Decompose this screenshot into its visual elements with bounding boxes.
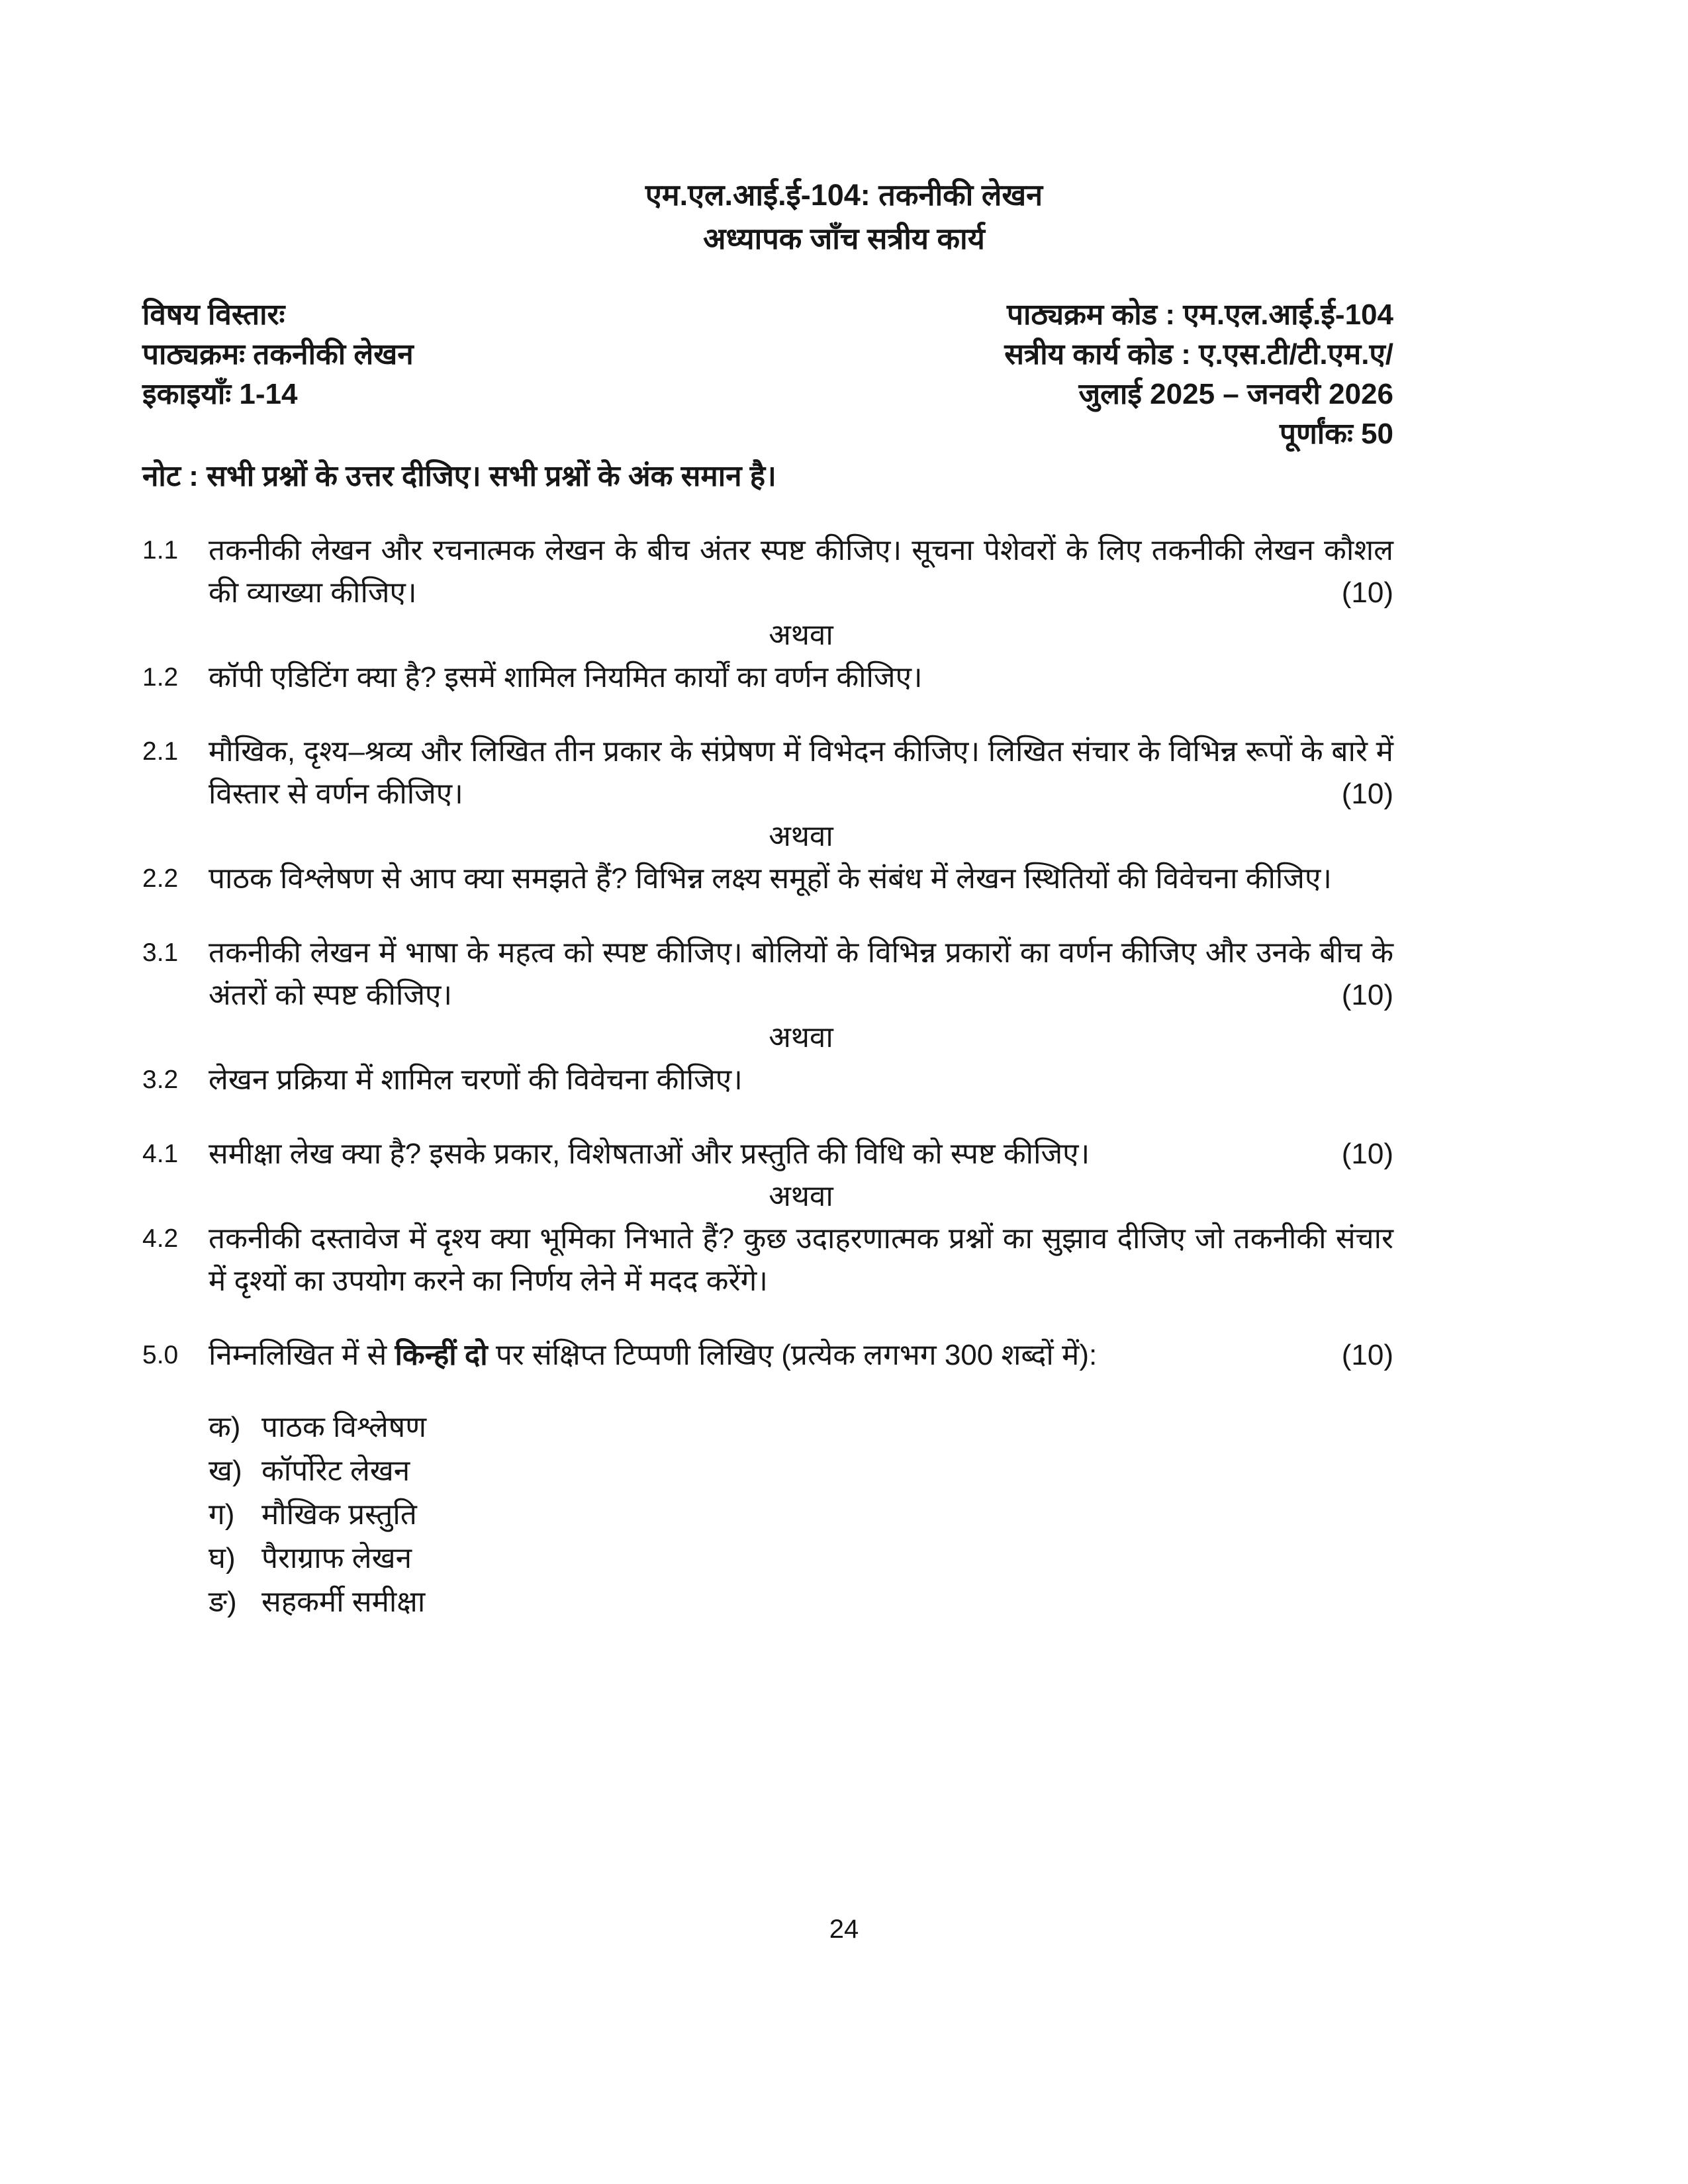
- question-number: 3.1: [142, 938, 179, 967]
- question-group-5: [142, 1334, 1393, 1624]
- question-number: 2.1: [142, 737, 179, 766]
- question-text: तकनीकी लेखन और रचनात्मक लेखन के बीच अंतर स्पष्ट कीजिए। सूचना पेशेवरों के लिए तकनीकी लेखन कौशल की व्याख्या कीजिए।: [209, 534, 1393, 609]
- question-marks: (10): [1341, 979, 1393, 1011]
- list-item-text: सहकर्मी समीक्षा: [261, 1586, 426, 1618]
- question-group-3: [142, 932, 1393, 1101]
- question-text-pre: निम्नलिखित में से: [209, 1339, 395, 1371]
- question-row-4-2: [142, 1218, 1393, 1302]
- question-row-1-1: [142, 529, 1393, 614]
- units-range: इकाइयाँः 1-14: [142, 378, 298, 410]
- question-number: 4.2: [142, 1224, 179, 1253]
- course-code: पाठ्यक्रम कोड : एम.एल.आई.ई-104: [1007, 298, 1393, 331]
- note-line: नोट : सभी प्रश्नों के उत्तर दीजिए। सभी प्रश्नों के अंक समान है।: [142, 460, 776, 492]
- question-marks: (10): [1341, 1138, 1393, 1170]
- list-item-text: पैराग्राफ लेखन: [261, 1542, 412, 1574]
- question-row-2-1: [142, 731, 1393, 815]
- short-note-options-list: [142, 1406, 1393, 1624]
- question-text: कॉपी एडिटिंग क्या है? इसमें शामिल नियमित कार्यों का वर्णन कीजिए।: [209, 661, 923, 694]
- list-item-text: कॉर्पोरेट लेखन: [261, 1455, 410, 1487]
- or-separator: अथवा: [769, 619, 833, 651]
- question-number: 2.2: [142, 864, 179, 893]
- question-text: समीक्षा लेख क्या है? इसके प्रकार, विशेषताओं और प्रस्तुति की विधि को स्पष्ट कीजिए।: [209, 1138, 1090, 1170]
- title-block: [0, 173, 1688, 261]
- question-row-4-1: [142, 1133, 1393, 1175]
- list-item: [209, 1580, 1393, 1624]
- list-item: [209, 1449, 1393, 1493]
- meta-right-column: [1004, 295, 1393, 454]
- page-number: 24: [829, 1915, 859, 1944]
- or-separator: अथवा: [769, 1180, 833, 1212]
- question-row-3-2: [142, 1059, 1393, 1101]
- question-number: 4.1: [142, 1140, 179, 1168]
- list-item-label: क): [209, 1411, 241, 1443]
- question-number: 1.1: [142, 536, 179, 565]
- list-item-text: मौखिक प्रस्तुति: [261, 1498, 417, 1531]
- header-meta: [142, 295, 1393, 454]
- list-item-text: पाठक विश्लेषण: [261, 1411, 427, 1443]
- list-item-label: घ): [209, 1542, 236, 1574]
- question-text-post: पर संक्षिप्त टिप्पणी लिखिए (प्रत्येक लगभग 300 शब्दों में):: [487, 1339, 1098, 1371]
- question-group-4: [142, 1133, 1393, 1302]
- question-number: 5.0: [142, 1341, 179, 1369]
- question-text: मौखिक, दृश्य–श्रव्य और लिखित तीन प्रकार के संप्रेषण में विभेदन कीजिए। लिखित संचार के विभिन्न रूपों के बारे में विस्तार से वर्णन कीजिए।: [209, 735, 1393, 810]
- question-text: लेखन प्रक्रिया में शामिल चरणों की विवेचना कीजिए।: [209, 1064, 743, 1096]
- question-row-2-2: [142, 858, 1393, 900]
- or-separator: अथवा: [769, 820, 833, 852]
- question-marks: (10): [1341, 576, 1393, 609]
- question-group-1: [142, 529, 1393, 699]
- question-row-3-1: [142, 932, 1393, 1017]
- question-text: [209, 1334, 1393, 1377]
- subject-scope-label: विषय विस्तारः: [142, 298, 285, 331]
- list-item-label: ख): [209, 1455, 242, 1487]
- question-row-5-0: [142, 1334, 1393, 1377]
- document-title: एम.एल.आई.ई-104: तकनीकी लेखन: [645, 178, 1043, 212]
- list-item: [209, 1537, 1393, 1580]
- assignment-code: सत्रीय कार्य कोड : ए.एस.टी/टी.एम.ए/: [1004, 338, 1393, 371]
- max-marks: पूर्णांकः 50: [1279, 418, 1393, 450]
- question-marks: (10): [1341, 1339, 1393, 1371]
- list-item-label: ङ): [209, 1586, 237, 1618]
- list-item: [209, 1406, 1393, 1449]
- question-row-1-2: [142, 657, 1393, 699]
- question-group-2: [142, 731, 1393, 900]
- question-text: पाठक विश्लेषण से आप क्या समझते हैं? विभिन्न लक्ष्य समूहों के संबंध में लेखन स्थितियों की विवेचना कीजिए।: [209, 862, 1332, 895]
- meta-left-column: [142, 295, 414, 454]
- question-number: 1.2: [142, 663, 179, 692]
- question-marks: (10): [1341, 778, 1393, 810]
- question-text-emphasis: किन्हीं दो: [395, 1339, 488, 1371]
- list-item-label: ग): [209, 1498, 235, 1531]
- course-name: पाठ्यक्रमः तकनीकी लेखन: [142, 338, 414, 371]
- list-item: [209, 1493, 1393, 1537]
- question-text: तकनीकी दस्तावेज में दृश्य क्या भूमिका निभाते हैं? कुछ उदाहरणात्मक प्रश्नों का सुझाव दीजिए जो तकनीकी संचार में दृश्यों का उपयोग करने का निर्णय लेने में मदद करेंगे।: [209, 1222, 1393, 1297]
- session-dates: जुलाई 2025 – जनवरी 2026: [1078, 378, 1393, 410]
- document-content: [142, 173, 1393, 1624]
- document-subtitle: अध्यापक जाँच सत्रीय कार्य: [703, 222, 985, 255]
- question-text: तकनीकी लेखन में भाषा के महत्व को स्पष्ट कीजिए। बोलियों के विभिन्न प्रकारों का वर्णन कीजिए और उनके बीच के अंतरों को स्पष्ट कीजिए।: [209, 936, 1393, 1011]
- or-separator: अथवा: [769, 1021, 833, 1054]
- question-number: 3.2: [142, 1066, 179, 1094]
